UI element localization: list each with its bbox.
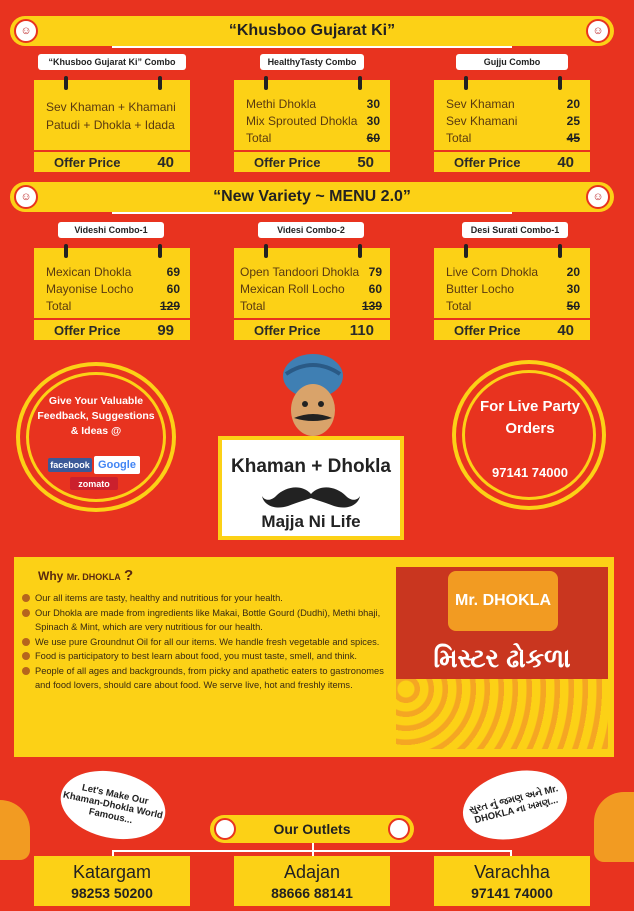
offer-value: 110 [349,321,374,339]
outlet-name: Katargam [72,861,152,882]
outlet-phone[interactable]: 88666 88141 [271,884,353,901]
item-name: Live Corn Dhokla [446,265,539,279]
offer-value: 40 [557,153,574,171]
outlet-phone[interactable]: 97141 74000 [471,884,553,901]
mascot-icon [276,352,350,444]
total-value: 50 [566,299,580,313]
feedback-text: Give Your Valuable Feedback, Suggestions & Ideas @ [37,395,155,437]
total-label: Total [446,299,472,313]
item-name: Mayonise Locho [46,282,134,296]
item-price: 79 [368,265,382,279]
turban-figure-left-icon [0,800,30,860]
combo-tag: HealthyTasty Combo [260,54,364,70]
offer-label: Offer Price [454,154,521,170]
item-price: 60 [368,282,382,296]
outlet-name: Adajan [283,861,341,882]
item-price: 30 [566,282,580,296]
offer-label: Offer Price [54,322,121,338]
mr-dhokla-logo-icon [214,818,236,840]
combo-card [34,80,190,172]
mr-dhokla-logo-icon: ☺ [586,185,610,209]
combo-tag: “Khusboo Gujarat Ki” Combo [38,54,186,70]
mr-dhokla-logo-icon [388,818,410,840]
offer-value: 99 [157,321,174,339]
bubble-left: Let's Make Our Khaman-Dhokla World Famous... [54,762,171,849]
combo-card [34,248,190,340]
total-label: Total [446,131,472,145]
total-value: 45 [566,131,580,145]
why-point: Our all items are tasty, healthy and nutritious for your health. [22,591,392,606]
section2-title: “New Variety ~ MENU 2.0” [213,188,411,205]
combo-item: Sev Khaman + Khamani [46,100,176,114]
offer-label: Offer Price [54,154,121,170]
outlets-title: Our Outlets [273,821,351,837]
combo-tag: Gujju Combo [456,54,568,70]
offer-label: Offer Price [454,322,521,338]
shop-gujarati-sign: મિસ્ટર ઢોકળા [433,643,571,673]
why-list [22,591,392,693]
party-phone[interactable]: 97141 74000 [492,465,568,480]
mr-dhokla-logo-icon: ☺ [14,185,38,209]
shop-sign: Mr. DHOKLA [448,571,558,631]
why-point: Food is participatory to best learn about food, you must taste, smell, and think. [22,649,392,664]
item-name: Mexican Roll Locho [240,282,345,296]
item-name: Butter Locho [446,282,515,296]
item-price: 25 [566,114,580,128]
item-name: Mix Sprouted Dhokla [246,114,358,128]
combo-tag: Videshi Combo-1 [58,222,164,238]
mr-dhokla-logo-icon: ☺ [14,19,38,43]
item-name: Mexican Dhokla [46,265,132,279]
outlet-name: Varachha [474,861,550,882]
balloons [396,679,608,749]
zomato-link[interactable]: zomato [70,477,118,490]
offer-label: Offer Price [254,154,321,170]
offer-value: 50 [357,153,374,171]
outlet-varachha [434,856,590,906]
total-value: 139 [361,299,382,313]
item-name: Open Tandoori Dhokla [240,265,360,279]
total-value: 60 [366,131,380,145]
item-name: Sev Khaman [446,97,515,111]
why-point: We use pure Groundnut Oil for all our items. We handle fresh vegetable and spices. [22,635,392,650]
outlet-katargam [34,856,190,906]
party-title: For Live Party Orders [479,398,581,437]
combo-card [434,80,590,172]
why-point: Our Dhokla are made from ingredients like Makai, Bottle Gourd (Dudhi), Methi bhaji, Spinach & Mint, which are very nutritious for our health. [22,606,392,635]
item-price: 30 [366,114,380,128]
item-price: 69 [166,265,180,279]
section1-title: “Khusboo Gujarat Ki” [228,22,396,39]
tagline-line1: Khaman + Dhokla [231,456,391,477]
tagline-box [218,436,404,540]
combo-card [234,248,390,340]
bubble-right: સુરત નું જમણ અને Mr. DHOKLA ના ખમણ... [456,760,575,850]
total-label: Total [246,131,272,145]
mustache-icon [262,484,360,510]
combo-tag: Videsi Combo-2 [258,222,364,238]
item-price: 60 [166,282,180,296]
mr-dhokla-logo-icon: ☺ [586,19,610,43]
item-name: Methi Dhokla [246,97,317,111]
section1-banner [10,16,614,46]
item-price: 30 [366,97,380,111]
offer-value: 40 [557,321,574,339]
combo-card [434,248,590,340]
outlet-adajan [234,856,390,906]
why-point: People of all ages and backgrounds, from picky and apathetic eaters to gastronomes and food lovers, should care about food. We serve live, hot and freshly items. [22,664,392,693]
item-price: 20 [566,97,580,111]
combo-tag: Desi Surati Combo-1 [462,222,568,238]
total-value: 129 [159,299,180,313]
section2-banner [10,182,614,212]
combo-item: Patudi + Dhokla + Idada [46,118,175,132]
outlet-phone[interactable]: 98253 50200 [71,884,153,901]
total-label: Total [240,299,266,313]
offer-label: Offer Price [254,322,321,338]
turban-figure-right-icon [594,792,634,862]
why-title: Why Mr. DHOKLA ? [38,567,134,584]
shop-photo [394,565,610,751]
outlets-banner [210,815,414,843]
google-link[interactable]: Google [94,456,140,474]
facebook-link[interactable]: facebook [48,458,92,472]
tagline-line2: Majja Ni Life [261,512,361,531]
offer-value: 40 [157,153,174,171]
item-price: 20 [566,265,580,279]
item-name: Sev Khamani [446,114,518,128]
total-label: Total [46,299,72,313]
combo-card [234,80,390,172]
why-section [14,557,614,757]
